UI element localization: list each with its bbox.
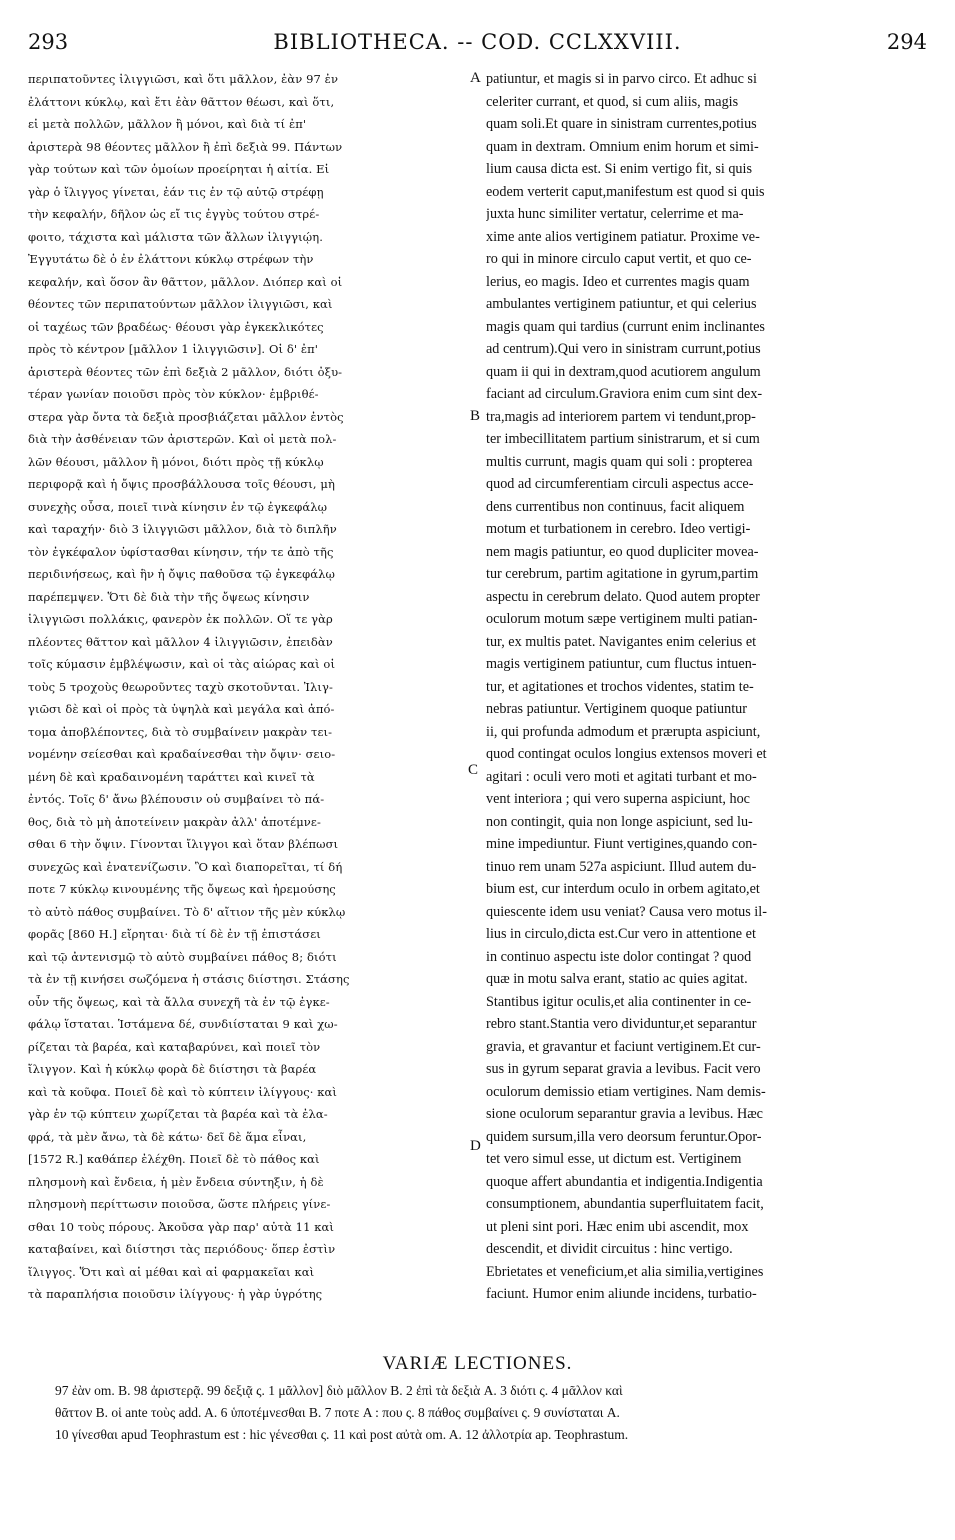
greek-text-column xyxy=(28,68,481,1306)
latin-text-line: bium est, cur interdum oculo in orbem agitato,et xyxy=(486,881,760,897)
greek-text-line: πλέοντες θᾶττον καὶ μᾶλλον 4 ἰλιγγιῶσιν, ἐπειδὰν xyxy=(28,634,333,649)
latin-text-line: quam ii qui in dextram,quod acutiorem angulum xyxy=(486,363,761,380)
latin-text-line: descendit, et dividit circuitus : hinc vertigo. xyxy=(486,1241,733,1257)
running-title: BIBLIOTHECA. -- COD. CCLXXVIII. xyxy=(273,30,682,54)
greek-text-line: εἰ μετὰ πολλῶν, μᾶλλον ἢ μόνοι, καὶ διὰ τί ἐπ' xyxy=(28,117,307,131)
greek-text-line: τοῖς κύμασιν ἐμβλέψωσιν, καὶ οἱ τὰς αἰώρας καὶ οἱ xyxy=(28,657,336,671)
variant-reading-line: θᾶττον B. οἱ ante τοὺς add. A. 6 ὑποτέμνεσθαι B. 7 ποτε A : που ς. 8 πάθος συμβαίνει ς. 9 συνίσταται A. xyxy=(55,1405,620,1420)
latin-text-line: sus in gyrum separat gravia a levibus. Facit vero xyxy=(486,1061,761,1077)
latin-text-line: quæ in motu salva erant, statio ac quies agitat. xyxy=(486,971,748,987)
latin-text-line: lium causa dicta est. Si enim vertigo fit, si quis xyxy=(486,161,752,177)
greek-text-line: τὴν κεφαλήν, δῆλον ὡς εἴ τις ἐγγὺς τούτου στρέ- xyxy=(28,207,320,221)
greek-text-line: φοιτο, τάχιστα καὶ μάλιστα τῶν ἄλλων ἰλιγγιῴη. xyxy=(28,229,323,244)
greek-text-line: ἰλιγγιῶσι πολλάκις, φανερὸν ἐκ πολλῶν. Οἵ τε γὰρ xyxy=(28,612,333,626)
greek-text-line: καὶ τῷ ἀντενισμῷ τὸ αὐτὸ συμβαίνει πάθος 8; διότι xyxy=(28,949,337,964)
greek-text-line: γιῶσι δὲ καὶ οἱ πρὸς τὰ ὑψηλὰ καὶ μεγάλα καὶ ἀπό- xyxy=(28,702,335,716)
greek-text-line: πλησμονὴ περίττωσιν ποιοῦσα, ὥστε πλήρεις γίνε- xyxy=(28,1197,331,1211)
greek-text-line: τὸν ἐγκέφαλον ὑφίστασθαι κίνησιν, τήν τε ἀπὸ τῆς xyxy=(28,544,334,559)
variae-lectiones-notes xyxy=(55,1380,927,1446)
greek-text-line: ρίζεται τὰ βαρέα, καὶ καταβαρύνει, καὶ ποιεῖ τὸν xyxy=(28,1039,321,1054)
variae-lectiones-title: VARIÆ LECTIONES. xyxy=(382,1353,573,1374)
greek-text-line: φρά, τὰ μὲν ἄνω, τὰ δὲ κάτω· δεῖ δὲ ἅμα εἶναι, xyxy=(28,1129,307,1144)
variant-reading-line: 10 γίνεσθαι apud Teophrastum est : hic γένεσθαι ς. 11 καὶ post αὐτὰ om. A. 12 ἀλλοτρία ap. Teophrastum. xyxy=(55,1427,629,1442)
greek-text-line: ἐλάττονι κύκλῳ, καὶ ἔτι ἐὰν θᾶττον θέωσι, καὶ ὅτι, xyxy=(28,94,335,109)
greek-text-line: φάλῳ ἵσταται. Ἱστάμενα δέ, συνδιίσταται 9 καὶ χω- xyxy=(28,1017,338,1031)
latin-text-line: nebras patiuntur. Vertiginem quoque patiuntur xyxy=(486,701,747,717)
greek-text-line: συνεχῶς καὶ ἐνατενίζωσιν. Ὃ καὶ διαπορεῖται, τί δή xyxy=(28,859,343,874)
latin-text-line: tur, ex multis patet. Navigantes enim celerius et xyxy=(486,633,757,650)
latin-text-line: tra,magis ad interiorem partem vi tendunt,prop- xyxy=(486,408,756,425)
latin-text-line: in continuo aspectu iste dolor contingat ? quod xyxy=(486,948,752,965)
greek-text-line: οἱ ταχέως τῶν βραδέως· θέουσι γὰρ ἐγκεκλικότες xyxy=(28,319,324,334)
latin-text-line: patiuntur, et magis si in parvo circo. Et adhuc si xyxy=(486,71,757,87)
greek-text-line: τὸ αὐτὸ πάθος συμβαίνει. Τὸ δ' αἴτιον τῆς μὲν κύκλῳ xyxy=(28,904,346,919)
greek-text-line: Ἐγγυτάτω δὲ ὁ ἐν ἐλάττονι κύκλῳ στρέφων τὴν xyxy=(28,252,314,266)
greek-text-line: κεφαλήν, καὶ ὅσον ἂν θᾶττον, μᾶλλον. Διόπερ καὶ οἱ xyxy=(28,274,343,289)
greek-text-line: καταβαίνει, καὶ διίστησι τὰς περιόδους· ὅπερ ἐστὶν xyxy=(28,1242,336,1256)
greek-text-line: γὰρ ἐν τῷ κύπτειν χωρίζεται τὰ βαρέα καὶ τὰ ἐλα- xyxy=(28,1107,328,1121)
latin-text-line: mine impediuntur. Fiunt vertigines,quando con- xyxy=(486,836,758,852)
latin-text-line: agitari : oculi vero moti et agitati turbant et mo- xyxy=(486,768,757,785)
latin-text-line: ambulantes vertiginem patiuntur, et qui celerius xyxy=(486,296,757,312)
greek-text-line: σθαι 10 τοὺς πόρους. Ἀκοῦσα γὰρ παρ' αὐτὰ 11 καὶ xyxy=(28,1219,335,1234)
latin-text-line: juxta hunc similiter vertatur, celerrime et ma- xyxy=(486,206,744,222)
greek-text-line: θέοντες τῶν περιπατούντων μᾶλλον ἰλιγγιῶσι, καὶ xyxy=(28,297,333,311)
greek-text-line: ποτε 7 κύκλῳ κινουμένης τῆς ὄψεως καὶ ἠρεμούσης xyxy=(28,882,336,896)
greek-text-line: καὶ ταραχήν· διὸ 3 ἰλιγγιῶσι μᾶλλον, διὰ τὸ διπλῆν xyxy=(28,522,337,536)
latin-text-line: Stantibus igitur oculis,et alia continenter in ce- xyxy=(486,993,752,1010)
latin-text-line: ro qui in minore circulo caput vertit, et quo ce- xyxy=(486,251,752,267)
latin-text-line: ad centrum).Qui vero in sinistram currunt,potius xyxy=(486,341,761,357)
latin-text-line: tur cerebrum, partim agitatione in gyrum,partim xyxy=(486,566,759,582)
greek-text-line: τομα ἀποβλέποντες, διὰ τὸ συμβαίνειν μακρὰν τει- xyxy=(28,724,333,739)
latin-text-line: aspectu in cerebrum delato. Quod autem propter xyxy=(486,588,760,605)
greek-text-line: τὰ ἐν τῇ κινήσει σωζόμενα ἡ στάσις διίστησι. Στάσης xyxy=(28,972,350,986)
latin-text-line: magis vertiginem patiuntur, cum fluctus intuen- xyxy=(486,656,757,672)
latin-text-line: non contingit, quia non longe aspiciunt, sed lu- xyxy=(486,813,753,830)
section-marker-b: B xyxy=(470,408,481,424)
greek-text-line: ἴλιγγος. Ὅτι καὶ αἱ μέθαι καὶ αἱ φαρμακεῖαι καὶ xyxy=(28,1264,315,1279)
greek-text-line: θος, διὰ τὸ μὴ ἀποτείνειν μακρὰν ἀλλ' ἀποτέμνε- xyxy=(28,814,321,829)
latin-text-line: faciunt. Humor enim aliunde incidens, turbatio- xyxy=(486,1286,757,1302)
page-header xyxy=(28,30,927,60)
latin-text-line: lius in circulo,dicta est.Cur vero in attentione et xyxy=(486,926,756,942)
latin-text-line: ii, qui profunda admodum et prærupta aspiciunt, xyxy=(486,723,761,740)
greek-text-line: συνεχὴς οὖσα, ποιεῖ τινὰ κίνησιν ἐν τῷ ἐγκεφάλῳ xyxy=(28,499,328,514)
greek-text-line: ἴλιγγον. Καὶ ἡ κύκλῳ φορὰ δὲ διίστησι τὰ βαρέα xyxy=(28,1062,317,1076)
latin-text-line: tet vero simul esse, ut dictum est. Vertiginem xyxy=(486,1151,742,1167)
latin-text-line: dens currentibus non continuus, facit aliquem xyxy=(486,498,745,515)
latin-text-line: nem magis patiuntur, eo quod dupliciter movea- xyxy=(486,543,759,560)
greek-text-line: πρὸς τὸ κέντρον [μᾶλλον 1 ἰλιγγιῶσιν]. Οἱ δ' ἐπ' xyxy=(28,342,319,356)
greek-text-line: ἀριστερὰ 98 θέοντες μᾶλλον ἢ ἐπὶ δεξιὰ 99. Πάντων xyxy=(28,139,343,154)
latin-text-line: vent interiora ; qui vero superna aspiciunt, hoc xyxy=(486,791,750,807)
latin-text-line: quam in dextram. Omnium enim horum et simi- xyxy=(486,138,759,155)
latin-text-line: xime ante alios vertiginem patiatur. Proxime ve- xyxy=(486,228,760,245)
greek-text-line: παρέπεμψεν. Ὅτι δὲ διὰ τὴν τῆς ὄψεως κίνησιν xyxy=(28,589,310,604)
latin-text-line: quod contingat oculos longius extensos moveri et xyxy=(486,746,767,762)
latin-text-line: faciant ad circulum.Graviora enim cum sint dex- xyxy=(486,386,763,402)
greek-text-line: ἀριστερὰ θέοντες τῶν ἐπὶ δεξιὰ 2 μᾶλλον, διότι ὀξυ- xyxy=(28,364,343,379)
page-number-right: 294 xyxy=(886,30,927,54)
greek-text-line: περιδινήσεως, καὶ ἣν ἡ ὄψις παθοῦσα τῷ ἐγκεφάλῳ xyxy=(28,567,335,581)
latin-text-line: rebro stant.Stantia vero dividuntur,et separantur xyxy=(486,1016,757,1032)
latin-text-line: gravia, et gravantur et faciunt vertiginem.Et cur- xyxy=(486,1038,761,1055)
latin-text-line: tinuo rem unam 527a aspiciunt. Illud autem du- xyxy=(486,858,757,875)
latin-text-line: ter imbecillitatem partium sinistrarum, et si cum xyxy=(486,431,760,447)
greek-text-line: τὰ παραπλήσια ποιοῦσιν ἰλίγγους· ἡ γὰρ ὑγρότης xyxy=(28,1287,323,1301)
greek-text-line: τοὺς 5 τροχοὺς θεωροῦντες ταχὺ σκοτοῦνται. Ἰλιγ- xyxy=(28,679,333,694)
page-number-left: 293 xyxy=(28,30,69,54)
section-marker-c: C xyxy=(468,762,479,778)
greek-text-line: μένη δὲ καὶ κραδαινομένη ταράττει καὶ κινεῖ τὰ xyxy=(28,769,315,784)
latin-text-line: celeriter currant, et quod, si cum aliis, magis xyxy=(486,93,739,110)
latin-text-line: Ebrietates et veneficium,et alia similia,vertigines xyxy=(486,1263,764,1280)
latin-text-line: quam soli.Et quare in sinistram currentes,potius xyxy=(486,116,757,132)
greek-text-line: γὰρ ὁ ἴλιγγος γίνεται, ἐάν τις ἐν τῷ αὐτῷ στρέφῃ xyxy=(28,184,324,199)
greek-text-line: φορᾶς [860 H.] εἴρηται· διὰ τί δὲ ἐν τῇ ἐπιστάσει xyxy=(28,927,321,941)
latin-text-line: quoque affert abundantia et indigentia.Indigentia xyxy=(486,1173,763,1190)
greek-text-line: καὶ τὰ κοῦφα. Ποιεῖ δὲ καὶ τὸ κύπτειν ἰλίγγους· καὶ xyxy=(28,1084,338,1099)
greek-text-line: οὖν τῆς ὄψεως, καὶ τὰ ἄλλα συνεχῆ τὰ ἐν τῷ ἐγκε- xyxy=(28,994,330,1009)
latin-text-line: tur, et agitationes et trochos videntes, statim te- xyxy=(486,678,754,695)
latin-text-line: oculorum demissio etiam vertigines. Nam demis- xyxy=(486,1083,766,1100)
greek-text-line: πλησμονὴ καὶ ἔνδεια, ἡ μὲν ἔνδεια σύντηξιν, ἡ δὲ xyxy=(28,1174,324,1189)
greek-text-line: διὰ τὴν ἀσθένειαν τῶν ἀριστερῶν. Καὶ οἱ μετὰ πολ- xyxy=(28,432,337,446)
latin-text-line: quidem sursum,illa vero deorsum feruntur.Opor- xyxy=(486,1128,762,1145)
latin-text-line: ut pleni sint pori. Hæc enim ubi ascendit, mox xyxy=(486,1218,749,1235)
latin-text-line: multis currunt, magis quam qui soli : propterea xyxy=(486,453,753,470)
greek-text-line: γὰρ τούτων καὶ τῶν ὁμοίων προείρηται ἡ αἰτία. Εἰ xyxy=(28,162,330,176)
section-marker-a: A xyxy=(470,70,481,86)
latin-text-line: eodem verterit caput,manifestum est quod si quis xyxy=(486,183,765,200)
section-marker-d: D xyxy=(470,1138,481,1154)
greek-text-line: τέραν γωνίαν ποιοῦσι πρὸς τὸν κύκλον· ἐμβριθέ- xyxy=(28,387,319,401)
latin-text-line: lerius, eo magis. Ideo et currentes magis quam xyxy=(486,273,750,290)
greek-text-line: στερα γὰρ ὄντα τὰ δεξιὰ προσβιάζεται μᾶλλον ἐντὸς xyxy=(28,409,344,424)
greek-text-line: λῶν θέουσι, μᾶλλον ἢ μόνοι, διότι πρὸς τῇ κύκλῳ xyxy=(28,454,324,469)
latin-translation-column xyxy=(486,68,926,1306)
greek-text-line: περιφορᾷ καὶ ἡ ὄψις προσβάλλουσα τοῖς θέουσι, μὴ xyxy=(28,477,335,491)
latin-text-line: sione oculorum separantur gravia a levibus. Hæc xyxy=(486,1106,763,1122)
greek-text-line: περιπατοῦντες ἰλιγγιῶσι, καὶ ὅτι μᾶλλον, ἐὰν 97 ἐν xyxy=(28,72,339,86)
latin-text-line: quiescente idem usu veniat? Causa vero motus il- xyxy=(486,903,767,920)
latin-text-line: magis quam qui tardius (currunt enim inclinantes xyxy=(486,318,765,335)
greek-text-line: ἐντός. Τοῖς δ' ἄνω βλέπουσιν οὐ συμβαίνει τὸ πά- xyxy=(28,792,325,806)
latin-text-line: motum et turbationem in cerebro. Ideo vertigi- xyxy=(486,521,751,537)
variant-reading-line: 97 ἐὰν om. B. 98 ἀριστερᾷ. 99 δεξιᾷ ς. 1 μᾶλλον] διὸ μᾶλλον B. 2 ἐπὶ τὰ δεξιὰ A. 3 διότι ς. 4 μᾶλλον καὶ xyxy=(55,1383,623,1398)
greek-text-line: σθαι 6 τὴν ὄψιν. Γίνονται ἴλιγγοι καὶ ὅταν βλέπωσι xyxy=(28,837,339,851)
latin-text-line: consumptionem, abundantia superfluitatem facit, xyxy=(486,1196,764,1212)
greek-text-line: [1572 R.] καθάπερ ἐλέχθη. Ποιεῖ δὲ τὸ πάθος καὶ xyxy=(28,1152,320,1166)
latin-text-line: quod ad circumferentiam circuli aspectus acce- xyxy=(486,476,754,492)
latin-text-line: oculorum motum sæpe vertiginem multi patian- xyxy=(486,611,758,627)
greek-text-line: νομένην σείεσθαι καὶ κραδαίνεσθαι τὴν ὄψιν· σειο- xyxy=(28,747,336,761)
